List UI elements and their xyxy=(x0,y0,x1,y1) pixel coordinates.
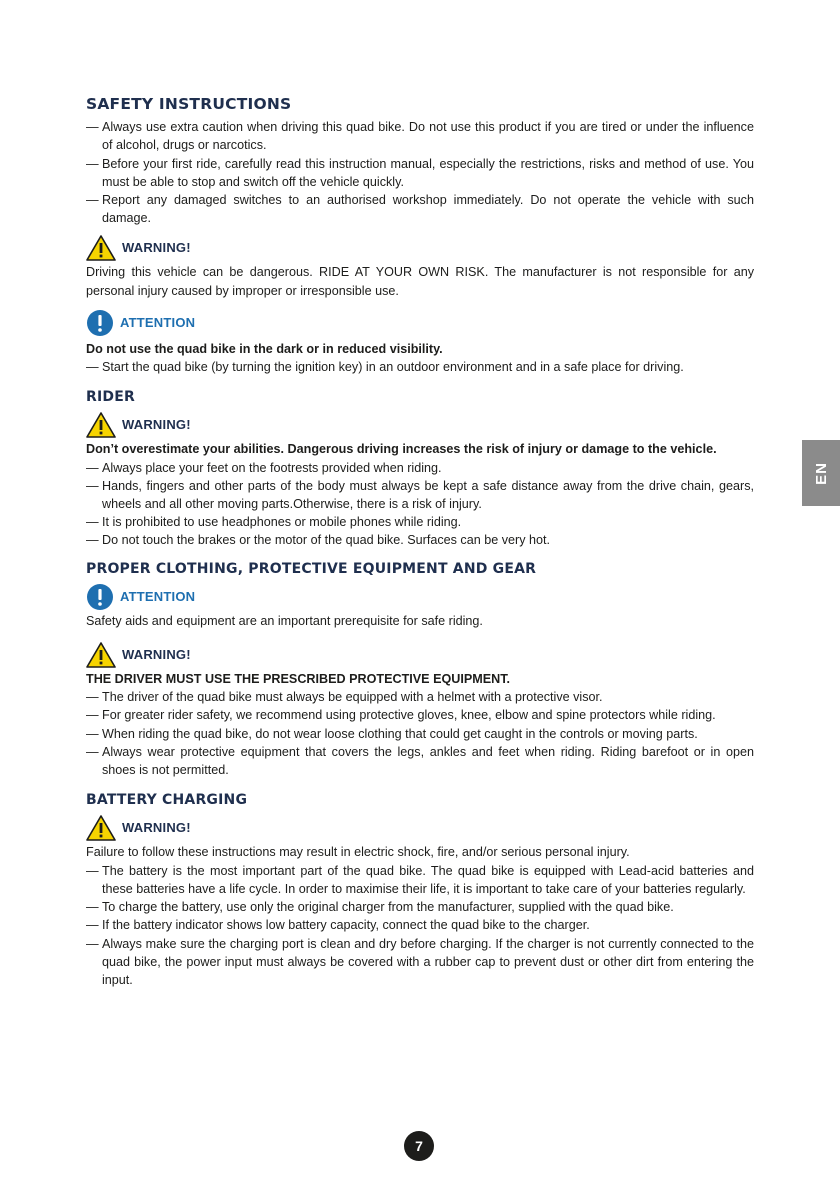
list-item: — Always use extra caution when driving this quad bike. Do not use this product if you are tired or under the influence of alcohol, drugs or narcotics. xyxy=(86,118,754,154)
battery-heading: BATTERY CHARGING xyxy=(86,792,248,809)
warning-callout xyxy=(86,640,754,670)
page-title: SAFETY INSTRUCTIONS xyxy=(86,95,292,113)
list-item: — Always wear protective equipment that covers the legs, ankles and feet when riding. Riding barefoot or in open shoes is not permitted. xyxy=(86,743,754,779)
list-item: — For greater rider safety, we recommend using protective gloves, knee, elbow and spine protectors while riding. xyxy=(86,706,754,724)
intro-list xyxy=(86,118,754,227)
list-item: — The battery is the most important part of the quad bike. The quad bike is equipped with Lead-acid batteries and these batteries have a life cycle. In order to maximise their life, it is important to take care of your batteries regularly. xyxy=(86,862,754,898)
list-item: — Always make sure the charging port is clean and dry before charging. If the charger is not currently connected to the quad bike, the power input must always be covered with a rubber cap to prevent dust or other dirt from entering the input. xyxy=(86,935,754,990)
page-number: 7 xyxy=(404,1131,434,1161)
attention-text: Safety aids and equipment are an important prerequisite for safe riding. xyxy=(86,613,483,628)
list-item: — Hands, fingers and other parts of the body must always be kept a safe distance away from the drive chain, gears, wheels and all other moving parts.Otherwise, there is a risk of injury. xyxy=(86,477,754,513)
list-item: — Before your first ride, carefully read this instruction manual, especially the restrictions, risks and method of use. You must be able to stop and switch off the vehicle quickly. xyxy=(86,155,754,191)
list-item: — If the battery indicator shows low battery capacity, connect the quad bike to the charger. xyxy=(86,916,754,934)
attention-bold-text: Do not use the quad bike in the dark or in reduced visibility. xyxy=(86,341,443,356)
attention-callout xyxy=(86,582,754,612)
list-item: — Start the quad bike (by turning the ignition key) in an outdoor environment and in a safe place for driving. xyxy=(86,358,754,376)
list-item: — Always place your feet on the footrests provided when riding. xyxy=(86,459,754,477)
list-item: — The driver of the quad bike must always be equipped with a helmet with a protective visor. xyxy=(86,688,754,706)
rider-heading: RIDER xyxy=(86,389,135,406)
rider-list xyxy=(86,459,754,550)
clothing-heading: PROPER CLOTHING, PROTECTIVE EQUIPMENT AND GEAR xyxy=(86,560,537,577)
language-label: EN xyxy=(812,461,830,485)
clothing-bold-text: THE DRIVER MUST USE THE PRESCRIBED PROTECTIVE EQUIPMENT. xyxy=(86,672,511,687)
list-item: — Report any damaged switches to an authorised workshop immediately. Do not operate the vehicle with such damage. xyxy=(86,191,754,227)
warning-text: Driving this vehicle can be dangerous. RIDE AT YOUR OWN RISK. The manufacturer is not responsible for any personal injury caused by improper or irresponsible use. xyxy=(86,265,754,298)
warning-callout xyxy=(86,813,754,843)
language-tab xyxy=(802,440,840,506)
list-item: — It is prohibited to use headphones or mobile phones while riding. xyxy=(86,513,754,531)
warning-callout xyxy=(86,410,754,440)
warning-icon xyxy=(86,412,116,438)
attention-callout xyxy=(86,308,754,338)
warning-label: WARNING! xyxy=(122,240,191,256)
page-content xyxy=(86,95,754,989)
battery-warning-text: Failure to follow these instructions may result in electric shock, fire, and/or serious personal injury. xyxy=(86,845,630,860)
battery-list xyxy=(86,862,754,989)
rider-bold-text: Don’t overestimate your abilities. Dangerous driving increases the risk of injury or damage to the vehicle. xyxy=(86,442,717,457)
exclamation-circle-icon xyxy=(86,583,114,611)
list-item: — Do not touch the brakes or the motor of the quad bike. Surfaces can be very hot. xyxy=(86,531,754,549)
clothing-list xyxy=(86,688,754,779)
warning-callout xyxy=(86,233,754,263)
warning-label: WARNING! xyxy=(122,820,191,836)
list-item: — To charge the battery, use only the original charger from the manufacturer, supplied with the quad bike. xyxy=(86,898,754,916)
attention-list xyxy=(86,358,754,376)
warning-icon xyxy=(86,815,116,841)
warning-icon xyxy=(86,642,116,668)
exclamation-circle-icon xyxy=(86,309,114,337)
warning-label: WARNING! xyxy=(122,646,191,662)
list-item: — When riding the quad bike, do not wear loose clothing that could get caught in the controls or moving parts. xyxy=(86,725,754,743)
attention-label: ATTENTION xyxy=(120,314,196,330)
attention-label: ATTENTION xyxy=(120,588,196,604)
warning-label: WARNING! xyxy=(122,417,191,433)
warning-icon xyxy=(86,235,116,261)
